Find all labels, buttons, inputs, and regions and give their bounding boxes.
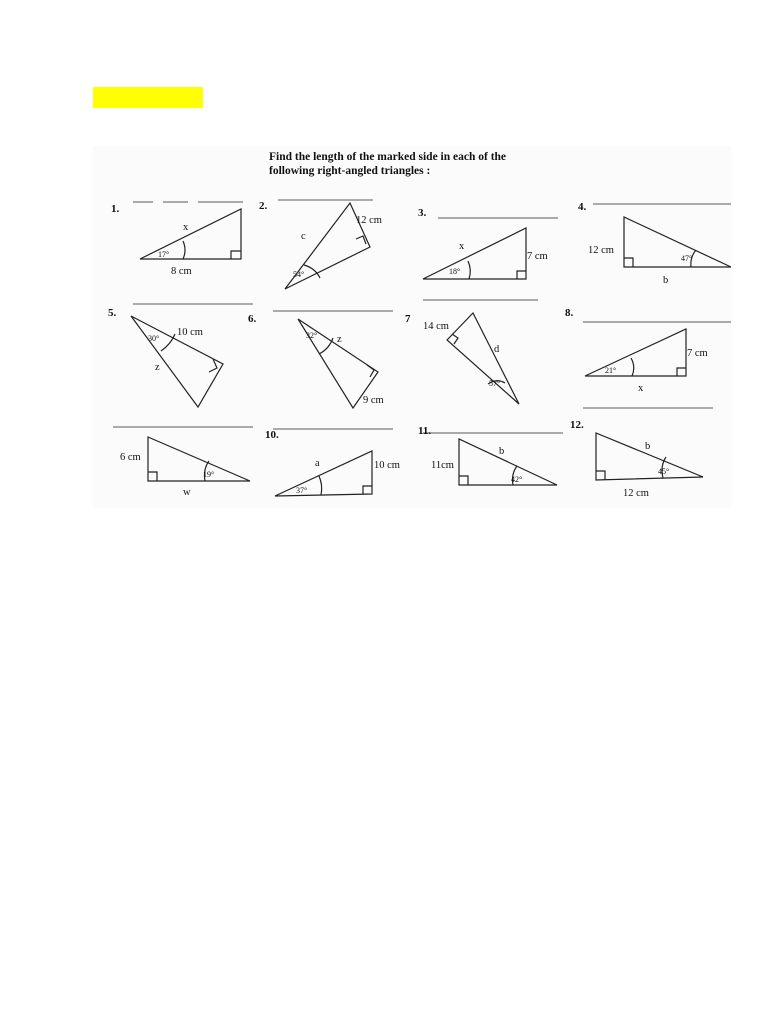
label-9-side: 6 cm [120, 452, 141, 463]
triangle-8 [585, 329, 686, 376]
label-2-side: 12 cm [356, 215, 382, 226]
label-11-hyp: b [499, 446, 505, 457]
label-10-hyp: a [315, 458, 320, 469]
label-3-angle: 18° [449, 267, 461, 276]
title-line-1: Find the length of the marked side in each of the [269, 151, 507, 163]
label-11-side: 11cm [431, 460, 454, 471]
problem-number-7: 7 [405, 313, 411, 325]
label-4-base: b [663, 275, 669, 286]
label-6-angle: 32° [306, 331, 318, 340]
problem-number-2: 2. [259, 200, 268, 212]
label-12-angle: 45° [658, 467, 670, 476]
label-11-angle: 42° [511, 475, 523, 484]
problem-number-11: 11. [418, 425, 432, 437]
label-6-side: 9 cm [363, 395, 384, 406]
triangles-figure [93, 146, 731, 508]
label-12-hyp: b [645, 441, 651, 452]
problem-number-1: 1. [111, 203, 120, 215]
problem-number-10: 10. [265, 429, 279, 441]
label-3-hyp: x [459, 241, 465, 252]
label-8-side: 7 cm [687, 348, 708, 359]
triangle-4 [624, 217, 731, 267]
label-1-hyp: x [183, 222, 189, 233]
problem-number-4: 4. [578, 201, 587, 213]
label-1-base: 8 cm [171, 266, 192, 277]
label-2-hyp: c [301, 231, 306, 242]
label-9-angle: 19° [203, 470, 215, 479]
title-line-2: following right-angled triangles : [269, 165, 431, 177]
label-7-side: 14 cm [423, 321, 449, 332]
yellow-highlight-bar [93, 87, 203, 108]
label-8-angle: 21° [605, 366, 617, 375]
label-5-side: 10 cm [177, 327, 203, 338]
label-6-hyp: z [337, 334, 342, 345]
label-10-side: 10 cm [374, 460, 400, 471]
label-5-hyp: z [155, 362, 160, 373]
problem-number-12: 12. [570, 419, 584, 431]
problem-number-6: 6. [248, 313, 257, 325]
triangle-3 [423, 228, 526, 279]
triangle-1 [140, 209, 241, 259]
problem-number-5: 5. [108, 307, 117, 319]
label-7-hyp: d [494, 344, 500, 355]
label-7-angle: 57° [489, 379, 501, 388]
label-5-angle: 30° [148, 334, 160, 343]
label-9-base: w [183, 487, 191, 498]
label-12-base: 12 cm [623, 488, 649, 499]
worksheet-scan [93, 146, 731, 508]
triangle-10 [275, 451, 372, 496]
label-4-side: 12 cm [588, 245, 614, 256]
problem-number-3: 3. [418, 207, 427, 219]
triangle-11 [459, 439, 557, 485]
label-10-angle: 37° [296, 486, 308, 495]
label-2-angle: 54° [293, 270, 305, 279]
label-4-angle: 47° [681, 254, 693, 263]
triangle-9 [148, 437, 250, 481]
triangle-7 [447, 313, 519, 404]
label-1-angle: 17° [158, 250, 170, 259]
label-3-side: 7 cm [527, 251, 548, 262]
problem-number-8: 8. [565, 307, 574, 319]
label-8-base: x [638, 383, 644, 394]
